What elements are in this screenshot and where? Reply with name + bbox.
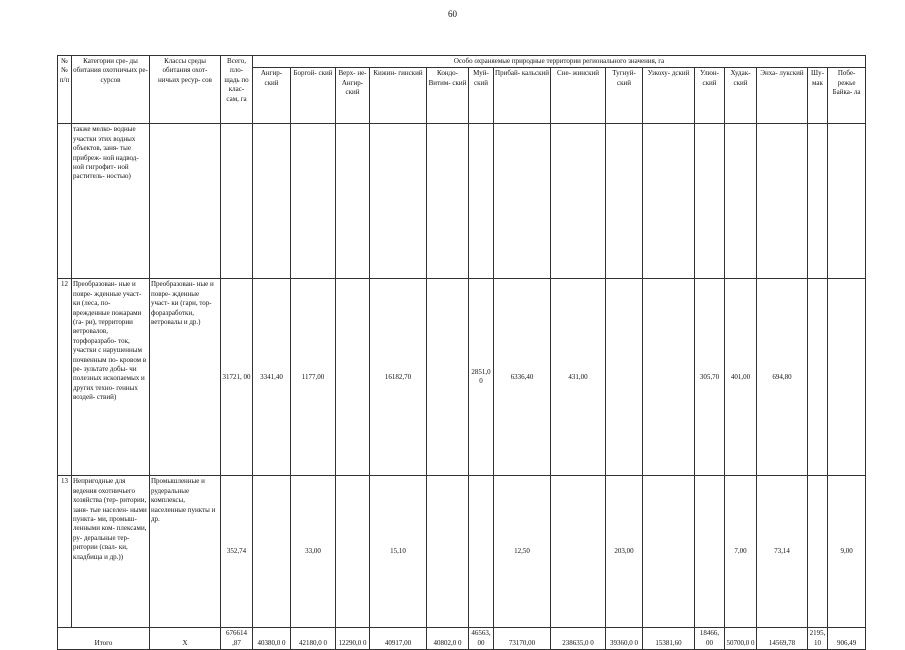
- header-col: Шу- мак: [808, 68, 828, 124]
- header-col: Муй- ский: [469, 68, 494, 124]
- row-category: также мелко- водные участки этих водных объектов, заня- тые прибреж- ной надвод- ной гигрофит- ной раститель- ностью): [72, 124, 150, 279]
- table-row: [58, 476, 866, 628]
- row-value: [427, 279, 469, 476]
- row-value: [469, 124, 494, 279]
- row-classes: Преобразован- ные и повре- жденные участ- ки (гари, тор- форазработки, ветровалы и др.): [150, 279, 221, 476]
- row-value: [828, 124, 866, 279]
- row-value: [643, 476, 695, 628]
- total-value: 12290,0 0: [336, 628, 370, 650]
- row-value: [695, 476, 725, 628]
- total-value: 73170,00: [494, 628, 551, 650]
- header-col: Прибай- кальский: [494, 68, 551, 124]
- table-row: [58, 124, 866, 279]
- row-category: Непригодные для ведения охотничьего хозяйства (тер- ритории, заня- тые населен- ными пункта- ми, промыш- ленными ком- плексами, ру- деральные тер- ритории (свал- ки, кладбища и др.)): [72, 476, 150, 628]
- row-value: 7,00: [725, 476, 757, 628]
- total-classes: X: [150, 628, 221, 650]
- row-value: [606, 124, 643, 279]
- row-value: [808, 279, 828, 476]
- header-col: Верх- не- Ангир- ский: [336, 68, 370, 124]
- page-number: 60: [448, 9, 457, 19]
- row-value: [253, 124, 291, 279]
- row-num: 12: [58, 279, 72, 476]
- row-value: [757, 124, 808, 279]
- row-value: [370, 124, 427, 279]
- total-value: 40917,00: [370, 628, 427, 650]
- header-num: № № п/п: [58, 56, 72, 124]
- row-category: Преобразован- ные и повре- жденные участ- ки (леса, по- врежденные пожарами (га- ри), территории ветровалов, торфоразрабо- ток, участки с нарушенным почвенным по- кровом в ре- зультате добы- чи полезных ископаемых и других техно- генных воздей- ствий): [72, 279, 150, 476]
- row-value: [291, 124, 336, 279]
- row-value: [336, 279, 370, 476]
- row-total: 352,74: [221, 476, 253, 628]
- total-value: 39360,0 0: [606, 628, 643, 650]
- row-value: 694,80: [757, 279, 808, 476]
- header-col: Худак- ский: [725, 68, 757, 124]
- header-protected-areas: Особо охраняемые природные территории регионального значения, га: [253, 56, 866, 68]
- header-category: Категории сре- ды обитания охотничьих ре- сурсов: [72, 56, 150, 124]
- total-sum: 676614 ,87: [221, 628, 253, 650]
- row-value: 33,00: [291, 476, 336, 628]
- row-value: 12,50: [494, 476, 551, 628]
- total-value: 2195, 10: [808, 628, 828, 650]
- header-classes: Классы среды обитания охот- ничьих ресур- сов: [150, 56, 221, 124]
- row-value: 15,10: [370, 476, 427, 628]
- row-value: 305,70: [695, 279, 725, 476]
- row-value: [551, 124, 606, 279]
- row-value: [336, 124, 370, 279]
- row-total: 31721, 00: [221, 279, 253, 476]
- row-value: 1177,00: [291, 279, 336, 476]
- row-value: [427, 476, 469, 628]
- row-value: [336, 476, 370, 628]
- total-value: 50700,0 0: [725, 628, 757, 650]
- total-value: 42180,0 0: [291, 628, 336, 650]
- row-value: 3341,40: [253, 279, 291, 476]
- header-col: Сне- жинский: [551, 68, 606, 124]
- row-value: [808, 476, 828, 628]
- header-col: Улюн- ский: [695, 68, 725, 124]
- row-value: [695, 124, 725, 279]
- total-value: 238635,0 0: [551, 628, 606, 650]
- total-value: 40802,0 0: [427, 628, 469, 650]
- row-value: 431,00: [551, 279, 606, 476]
- row-classes: [150, 124, 221, 279]
- row-value: 6336,40: [494, 279, 551, 476]
- row-value: [427, 124, 469, 279]
- row-total: [221, 124, 253, 279]
- header-col: Энха- лукский: [757, 68, 808, 124]
- row-value: [643, 124, 695, 279]
- total-row: [58, 628, 866, 650]
- header-col: Боргой- ский: [291, 68, 336, 124]
- total-label: Итого: [58, 628, 150, 650]
- row-value: 401,00: [725, 279, 757, 476]
- row-classes: Промышленные и рудеральные комплексы, населенные пункты и др.: [150, 476, 221, 628]
- header-total: Всего, пло- щадь по клас- сам, га: [221, 56, 253, 124]
- total-value: 15381,60: [643, 628, 695, 650]
- row-value: [253, 476, 291, 628]
- row-value: [828, 279, 866, 476]
- table-row: [58, 279, 866, 476]
- total-value: 46563, 00: [469, 628, 494, 650]
- row-value: [606, 279, 643, 476]
- header-col: Кондо- Витим- ский: [427, 68, 469, 124]
- total-value: 18466, 00: [695, 628, 725, 650]
- total-value: 906,49: [828, 628, 866, 650]
- total-value: 14569,78: [757, 628, 808, 650]
- row-value: 2851,0 0: [469, 279, 494, 476]
- row-value: [808, 124, 828, 279]
- row-num: 13: [58, 476, 72, 628]
- header-col: Тугнуй- ский: [606, 68, 643, 124]
- row-value: 9,00: [828, 476, 866, 628]
- row-value: [469, 476, 494, 628]
- header-col: Ангир- ский: [253, 68, 291, 124]
- header-col: Узкоху- дский: [643, 68, 695, 124]
- row-value: [551, 476, 606, 628]
- header-col: Побе- режье Байка- ла: [828, 68, 866, 124]
- row-value: 203,00: [606, 476, 643, 628]
- row-value: [725, 124, 757, 279]
- row-value: [643, 279, 695, 476]
- row-value: 73,14: [757, 476, 808, 628]
- row-value: [494, 124, 551, 279]
- total-value: 40380,0 0: [253, 628, 291, 650]
- row-num: [58, 124, 72, 279]
- header-col: Кижин- гинский: [370, 68, 427, 124]
- header-row-1: [58, 56, 866, 68]
- habitat-table: [57, 55, 866, 650]
- row-value: 16182,70: [370, 279, 427, 476]
